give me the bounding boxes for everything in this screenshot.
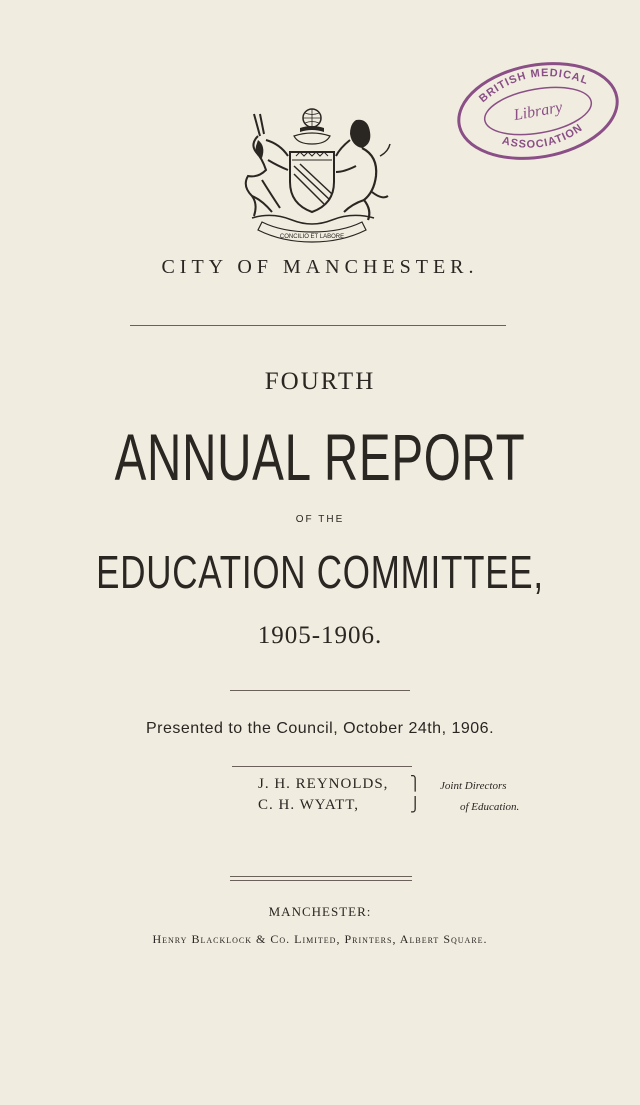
divider-rule-lower [232, 766, 412, 767]
motto-text: CONCILIO ET LABORE [279, 234, 345, 240]
divider-rule-imprint-1 [230, 876, 412, 877]
stamp-middle-text: Library [512, 98, 564, 125]
brace-glyph: ⎫ ⎭ [410, 777, 421, 813]
role-line-1: Joint Directors [440, 780, 507, 792]
divider-rule-imprint-2 [230, 880, 412, 881]
report-years: 1905-1906. [257, 622, 383, 649]
director-name: C. H. WYATT, [258, 797, 360, 813]
manchester-coat-of-arms-icon [232, 100, 392, 245]
imprint-printer: Henry Blacklock & Co. Limited, Printers, Albert Square. [152, 932, 488, 946]
director-name: J. H. REYNOLDS, [258, 776, 389, 792]
imprint-place: MANCHESTER: [268, 904, 372, 919]
report-ordinal: FOURTH [264, 368, 376, 395]
library-stamp [448, 52, 628, 170]
committee-title: EDUCATION COMMITTEE, [96, 546, 544, 598]
stamp-top-text: BRITISH MEDICAL [476, 67, 591, 106]
role-line-2: of Education. [460, 801, 520, 813]
svg-text:ASSOCIATION [499, 121, 587, 157]
directors-role [440, 776, 519, 818]
stamp-bottom-text: ASSOCIATION [500, 121, 586, 151]
presentation-line: Presented to the Council, October 24th, 1906. [145, 720, 495, 737]
divider-rule-top [130, 325, 506, 326]
divider-rule-middle [230, 690, 410, 691]
city-heading: CITY OF MANCHESTER. [161, 256, 479, 278]
directors-names [258, 774, 388, 816]
report-title: ANNUAL REPORT [114, 420, 526, 494]
title-connector: OF THE [295, 514, 345, 525]
